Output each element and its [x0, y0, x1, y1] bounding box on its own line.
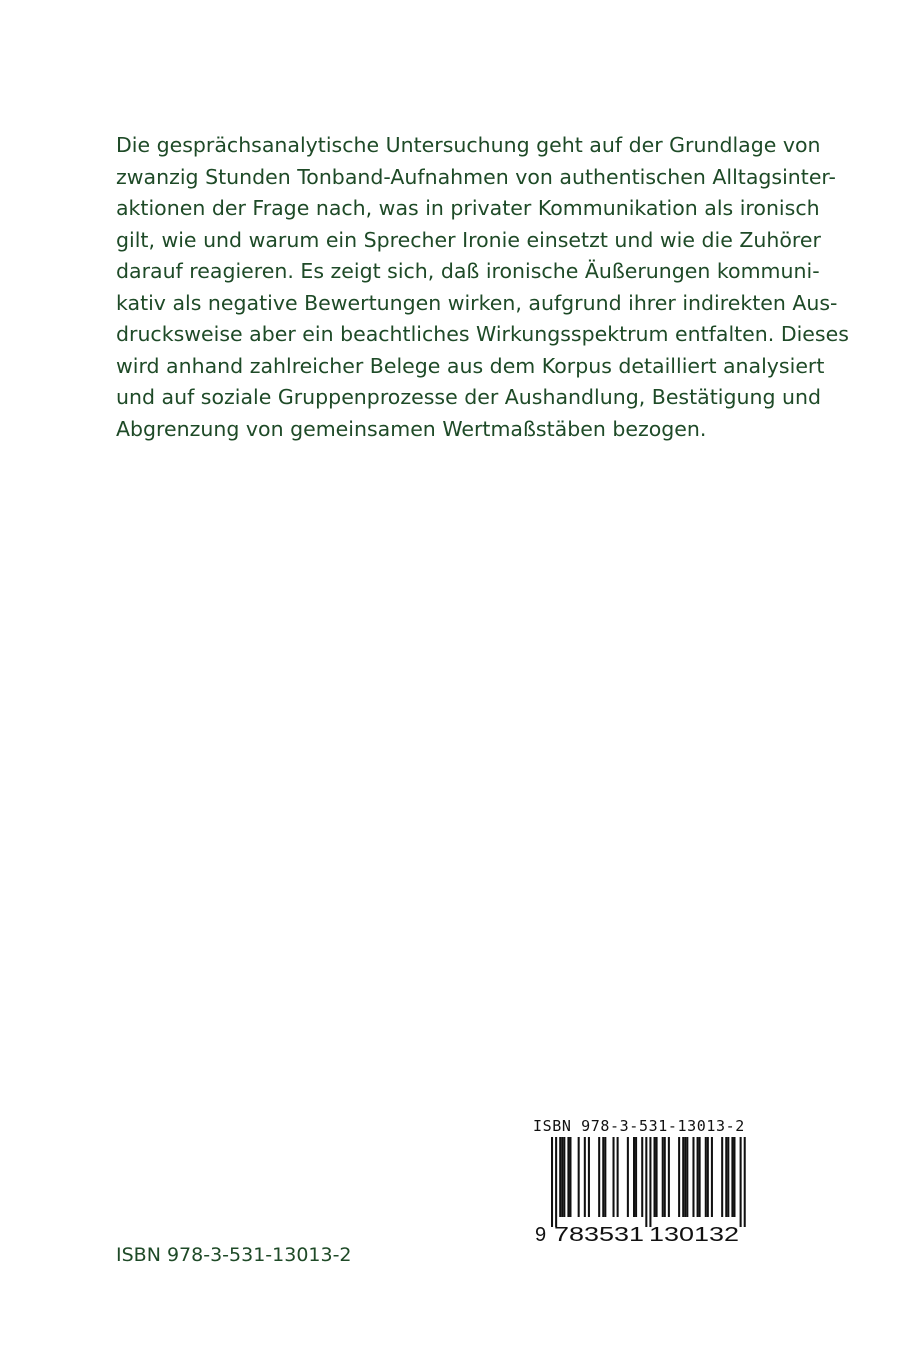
barcode-bar [567, 1137, 569, 1217]
barcode-bar [561, 1137, 563, 1217]
barcode-right-digits: 130132 [649, 1224, 739, 1246]
barcode-bar [668, 1137, 670, 1217]
blurb-text [116, 130, 849, 445]
barcode-guard-bar [551, 1137, 553, 1227]
barcode-bar [563, 1137, 565, 1217]
barcode-guard-bar [744, 1137, 746, 1227]
blurb-line: drucksweise aber ein beachtliches Wirkungsspektrum entfalten. Dieses [116, 322, 849, 346]
barcode-bar [678, 1137, 680, 1217]
barcode-guard-bar [555, 1137, 557, 1227]
barcode-bar [707, 1137, 709, 1217]
barcode-bar [602, 1137, 604, 1217]
barcode-isbn-label: ISBN 978-3-531-13013-2 [533, 1117, 745, 1135]
barcode-bar [559, 1137, 561, 1217]
blurb-line: gilt, wie und warum ein Sprecher Ironie einsetzt und wie die Zuhörer [116, 227, 821, 252]
barcode-icon [533, 1137, 755, 1247]
barcode-bar [699, 1137, 701, 1217]
barcode-bar [684, 1137, 686, 1217]
barcode-bar [569, 1137, 571, 1217]
barcode-bar [727, 1137, 729, 1217]
blurb-line: Die gesprächsanalytische Untersuchung geht auf der Grundlage von [116, 133, 821, 157]
blurb-line: zwanzig Stunden Tonband-Aufnahmen von authentischen Alltagsinter- [116, 164, 836, 189]
barcode-bar [705, 1137, 707, 1217]
barcode-bar [598, 1137, 600, 1217]
blurb-line: aktionen der Frage nach, was in privater Kommunikation als ironisch [116, 196, 820, 220]
barcode-bar [686, 1137, 688, 1217]
barcode-bar [656, 1137, 658, 1217]
barcode-bar [664, 1137, 666, 1217]
blurb-line: darauf reagieren. Es zeigt sich, daß ironische Äußerungen kommuni- [116, 259, 820, 283]
blurb-line: Abgrenzung von gemeinsamen Wertmaßstäben bezogen. [116, 416, 707, 441]
barcode-bar [697, 1137, 699, 1217]
barcode-left-digits: 783531 [554, 1224, 644, 1246]
barcode-bar [662, 1137, 664, 1217]
barcode-bar [654, 1137, 656, 1217]
barcode-bar [604, 1137, 606, 1217]
barcode-guard-bar [649, 1137, 651, 1227]
blurb-line: und auf soziale Gruppenprozesse der Aushandlung, Bestätigung und [116, 385, 821, 409]
barcode-bar [635, 1137, 637, 1217]
barcode-bar [584, 1137, 586, 1217]
barcode-bar [627, 1137, 629, 1217]
barcode-bar [578, 1137, 580, 1217]
barcode-bar [692, 1137, 694, 1217]
barcode-bar [588, 1137, 590, 1217]
barcode-bar [731, 1137, 733, 1217]
barcode-bar [733, 1137, 735, 1217]
barcode-bar [641, 1137, 643, 1217]
barcode-bar [617, 1137, 619, 1217]
isbn-barcode [533, 1117, 755, 1247]
barcode-bar [725, 1137, 727, 1217]
barcode-bar [633, 1137, 635, 1217]
blurb-line: wird anhand zahlreicher Belege aus dem Korpus detailliert analysiert [116, 353, 825, 378]
barcode-guard-bar [645, 1137, 647, 1227]
barcode-bar [613, 1137, 615, 1217]
footer-isbn: ISBN 978-3-531-13013-2 [116, 1244, 352, 1266]
barcode-bar [711, 1137, 713, 1217]
barcode-guard-bar [740, 1137, 742, 1227]
barcode-bar [721, 1137, 723, 1217]
barcode-bars [551, 1137, 746, 1227]
barcode-bar [682, 1137, 684, 1217]
barcode-lead-digit: 9 [535, 1224, 547, 1246]
blurb-line: kativ als negative Bewertungen wirken, aufgrund ihrer indirekten Aus- [116, 290, 838, 315]
